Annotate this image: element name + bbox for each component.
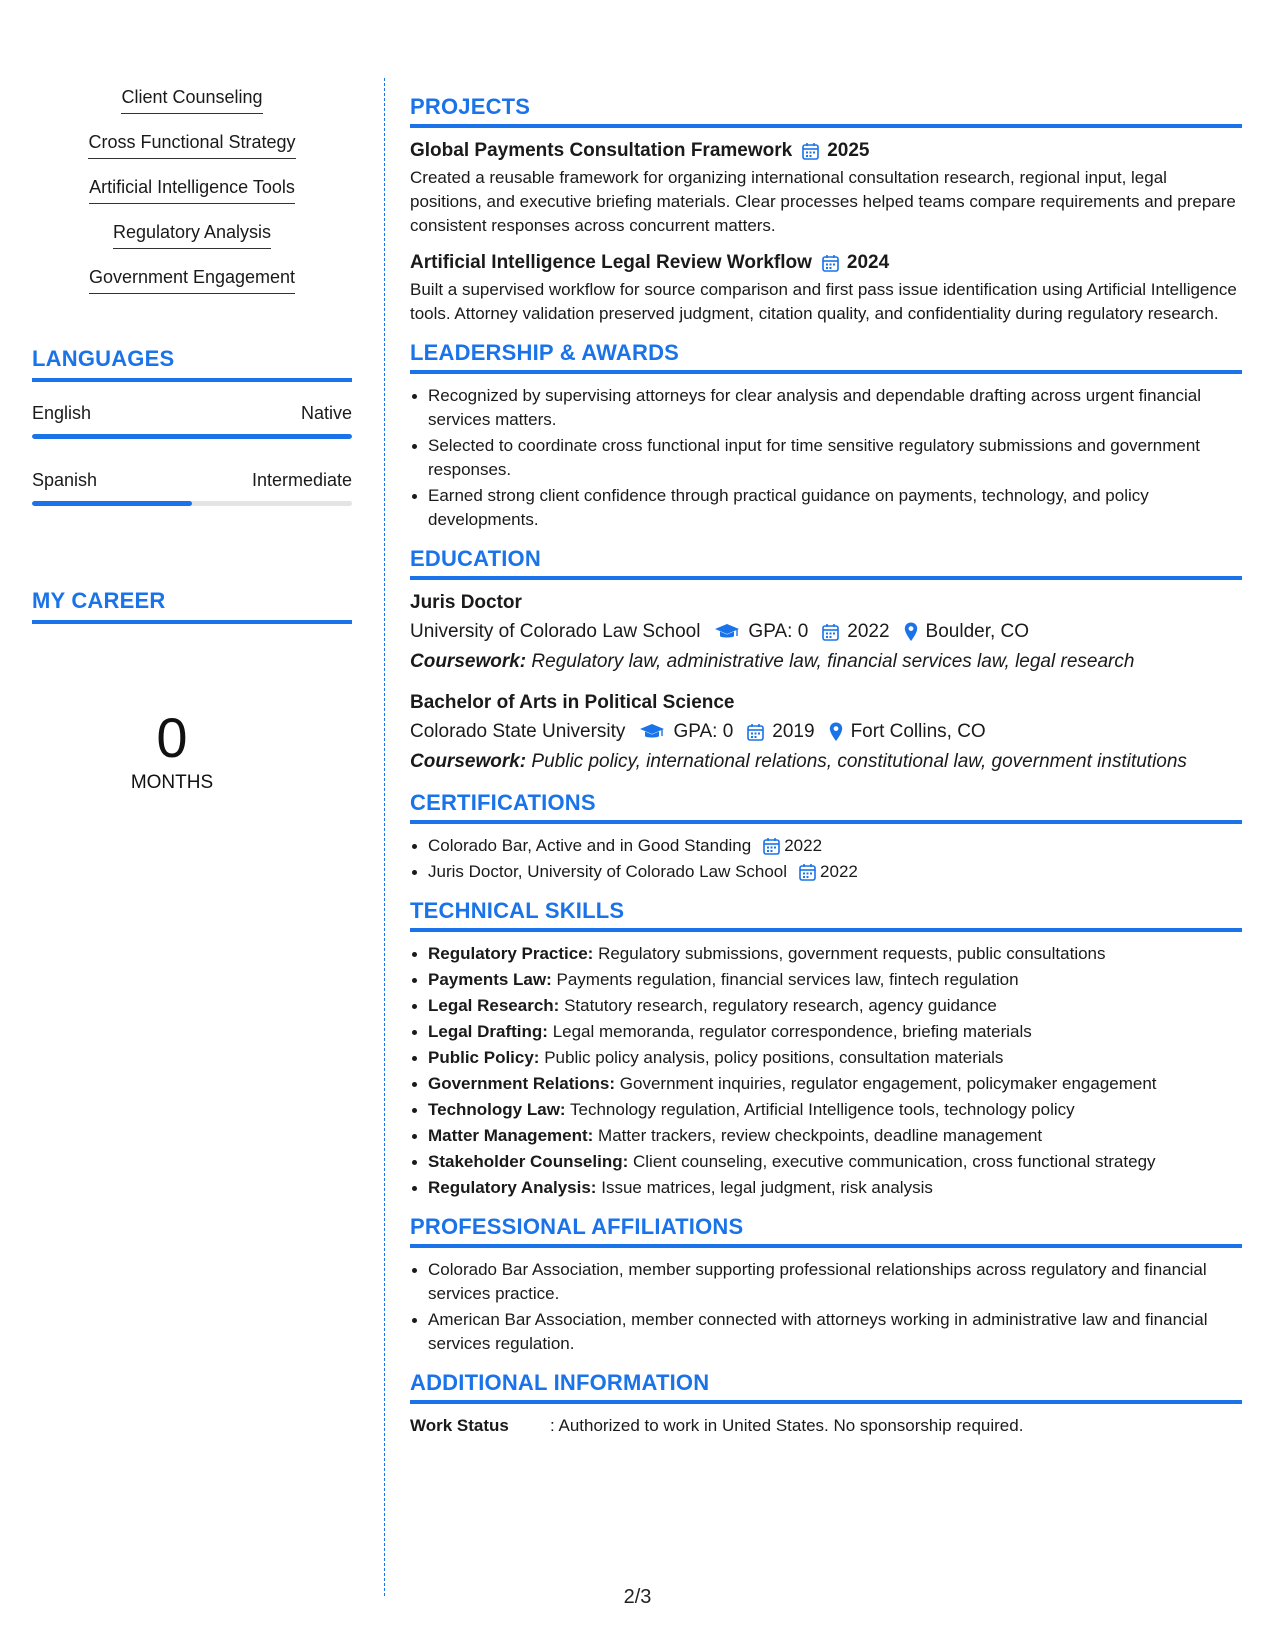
education-item [410,590,1242,674]
skill-item [410,1150,1242,1174]
gpa: GPA: 0 [673,721,734,742]
calendar-icon [822,623,839,641]
work-status-label: Work Status [410,1416,509,1435]
technical-skills-heading: TECHNICAL SKILLS [410,898,1242,932]
skill-item [410,1098,1242,1122]
leadership-heading: LEADERSHIP & AWARDS [410,340,1242,374]
education-heading: EDUCATION [410,546,1242,580]
calendar-icon [802,142,819,160]
location-pin-icon [904,622,918,642]
coursework [410,650,1242,674]
leadership-section [410,340,1242,532]
work-status-value: : Authorized to work in United States. No sponsorship required. [550,1416,1024,1435]
project-item [410,250,1242,326]
gpa: GPA: 0 [748,621,809,642]
skill-value: Matter trackers, review checkpoints, deadline management [598,1126,1043,1145]
list-item: Selected to coordinate cross functional input for time sensitive regulatory submissions and government responses. [410,434,1242,482]
school: Colorado State University [410,721,626,742]
skill-item [410,1020,1242,1044]
graduation-year: 2022 [847,621,890,642]
projects-heading: PROJECTS [410,94,1242,128]
skill-value: Payments regulation, financial services law, fintech regulation [556,970,1019,989]
skill-value: Client counseling, executive communication, cross functional strategy [632,1152,1156,1171]
location: Fort Collins, CO [850,721,986,742]
project-description: Created a reusable framework for organizing international consultation research, regional input, legal positions, and executive briefing materials. Clear processes helped teams compare requirements and prepare consistent responses across concurrent matters. [410,168,1236,235]
language-proficiency-fill [32,434,352,439]
language-proficiency-fill [32,501,192,506]
work-status-row [410,1414,1242,1438]
languages-heading: LANGUAGES [32,346,352,382]
page-number: 2/3 [623,1586,652,1608]
coursework-label: Coursework: [410,751,527,772]
language-proficiency-bar [32,434,352,439]
skill-item [410,1072,1242,1096]
coursework-text: Public policy, international relations, constitutional law, government institutions [531,751,1187,772]
location-pin-icon [829,722,843,742]
skill-value: Regulatory submissions, government requests, public consultations [598,944,1106,963]
skill-label: Legal Research: [428,996,560,1015]
career-section [32,588,352,793]
degree: Juris Doctor [410,592,522,613]
language-proficiency-bar [32,501,352,506]
skill-item [410,994,1242,1018]
calendar-icon [799,863,816,881]
career-unit: MONTHS [130,772,214,793]
skill-item [410,968,1242,992]
language-level: Intermediate [251,470,352,490]
language-item [32,402,352,439]
languages-section [32,346,352,506]
education-item [410,690,1242,774]
list-item: American Bar Association, member connected with attorneys working in administrative law and financial services regulation. [410,1308,1242,1356]
language-level: Native [300,403,352,423]
skill-item [410,1046,1242,1070]
language-name: Spanish [32,470,98,490]
project-item [410,138,1242,238]
graduation-cap-icon [714,623,740,641]
skill-tag: Client Counseling [121,86,262,114]
skill-label: Regulatory Practice: [428,944,594,963]
project-year: 2024 [846,252,890,273]
school: University of Colorado Law School [410,621,701,642]
column-divider [384,78,385,1596]
skill-value: Technology regulation, Artificial Intelligence tools, technology policy [570,1100,1075,1119]
main-content [410,94,1242,1452]
certifications-heading: CERTIFICATIONS [410,790,1242,824]
skill-value: Legal memoranda, regulator correspondence, briefing materials [552,1022,1032,1041]
language-item [32,469,352,506]
skill-value: Public policy analysis, policy positions, consultation materials [544,1048,1004,1067]
career-value: 0 [156,706,188,769]
additional-info-heading: ADDITIONAL INFORMATION [410,1370,1242,1404]
skill-value: Government inquiries, regulator engagement, policymaker engagement [619,1074,1157,1093]
skill-value: Statutory research, regulatory research, agency guidance [564,996,997,1015]
calendar-icon [822,254,839,272]
skill-tag: Government Engagement [89,266,295,294]
project-name: Global Payments Consultation Framework [410,140,793,161]
language-name: English [32,403,92,423]
graduation-year: 2019 [772,721,815,742]
project-description: Built a supervised workflow for source comparison and first pass issue identification using Artificial Intelligence tools. Attorney validation preserved judgment, citation quality, and confidentiality during regulatory research. [410,280,1237,323]
sidebar [32,86,352,793]
additional-info-section [410,1370,1242,1438]
skill-label: Technology Law: [428,1100,566,1119]
skill-item [410,1176,1242,1200]
skill-tag: Artificial Intelligence Tools [89,176,295,204]
skill-label: Public Policy: [428,1048,540,1067]
skill-item [410,942,1242,966]
affiliations-section [410,1214,1242,1356]
affiliations-heading: PROFESSIONAL AFFILIATIONS [410,1214,1242,1248]
coursework-label: Coursework: [410,651,527,672]
skill-value: Issue matrices, legal judgment, risk analysis [601,1178,933,1197]
skill-label: Legal Drafting: [428,1022,548,1041]
list-item: Recognized by supervising attorneys for clear analysis and dependable drafting across urgent financial services matters. [410,384,1242,432]
projects-section [410,94,1242,326]
location: Boulder, CO [925,621,1030,642]
list-item: Earned strong client confidence through practical guidance on payments, technology, and policy developments. [410,484,1242,532]
certification-year: 2022 [784,836,823,855]
certification-year: 2022 [820,862,858,881]
coursework-text: Regulatory law, administrative law, financial services law, legal research [531,651,1135,672]
skill-label: Payments Law: [428,970,552,989]
graduation-cap-icon [639,723,665,741]
skill-item [410,1124,1242,1148]
calendar-icon [747,723,764,741]
calendar-icon [763,837,780,855]
skill-tag: Cross Functional Strategy [88,131,295,159]
skill-tag: Regulatory Analysis [113,221,271,249]
certification-item [410,834,1242,858]
project-year: 2025 [827,140,870,161]
certifications-section [410,790,1242,884]
certification-name: Colorado Bar, Active and in Good Standing [428,836,752,855]
technical-skills-section [410,898,1242,1200]
skill-label: Regulatory Analysis: [428,1178,597,1197]
skill-label: Stakeholder Counseling: [428,1152,629,1171]
project-name: Artificial Intelligence Legal Review Workflow [410,252,812,273]
certification-item [410,860,1242,884]
skill-tags [32,86,352,311]
skill-label: Government Relations: [428,1074,616,1093]
certification-name: Juris Doctor, University of Colorado Law School [428,862,788,881]
skill-label: Matter Management: [428,1126,594,1145]
list-item: Colorado Bar Association, member supporting professional relationships across regulatory and financial services practice. [410,1258,1242,1306]
coursework [410,750,1242,774]
career-heading: MY CAREER [32,588,352,624]
education-section [410,546,1242,774]
degree: Bachelor of Arts in Political Science [410,692,735,713]
